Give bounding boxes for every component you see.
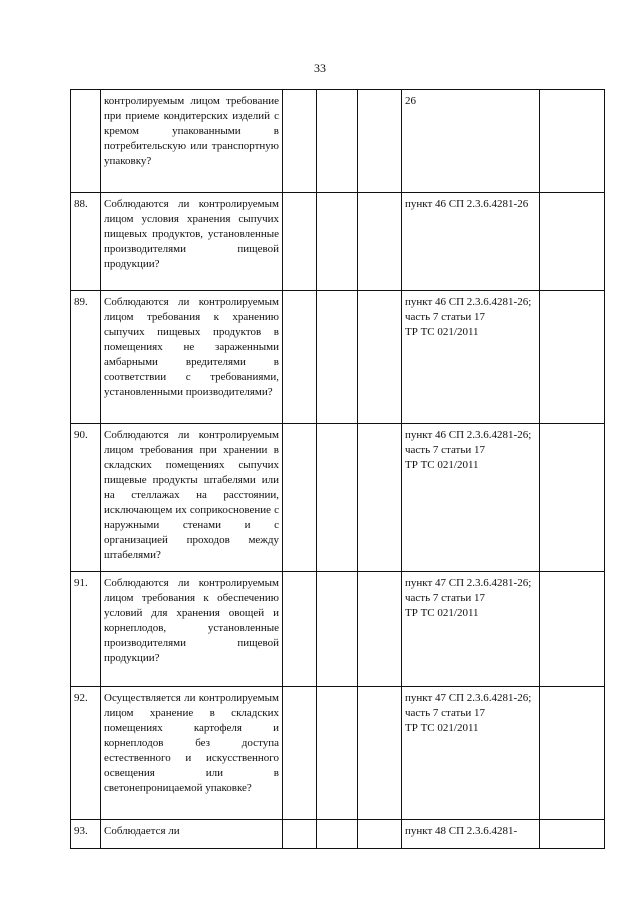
comment-cell xyxy=(540,291,605,424)
legal-reference: пункт 46 СП 2.3.6.4281-26; часть 7 статьи 17 ТР ТС 021/2011 xyxy=(402,424,540,572)
answer-cell-yes xyxy=(283,820,317,849)
answer-cell-na xyxy=(358,820,402,849)
answer-cell-no xyxy=(317,291,358,424)
answer-cell-no xyxy=(317,90,358,193)
requirement-question: Соблюдаются ли контролируемым лицом требования к обеспечению условий для хранения овощей и корнеплодов, установленные производителями пищевой продукции? xyxy=(101,572,283,687)
requirement-question: Соблюдается ли xyxy=(101,820,283,849)
checklist-body xyxy=(71,90,605,849)
row-number: 92. xyxy=(71,687,101,820)
row-number: 93. xyxy=(71,820,101,849)
row-number xyxy=(71,90,101,193)
answer-cell-na xyxy=(358,291,402,424)
row-number: 90. xyxy=(71,424,101,572)
answer-cell-no xyxy=(317,820,358,849)
answer-cell-no xyxy=(317,572,358,687)
requirement-question: контролируемым лицом требование при приеме кондитерских изделий с кремом упакованными в потребительскую или транспортную упаковку? xyxy=(101,90,283,193)
legal-reference: пункт 48 СП 2.3.6.4281- xyxy=(402,820,540,849)
answer-cell-no xyxy=(317,687,358,820)
table-row xyxy=(71,193,605,291)
answer-cell-yes xyxy=(283,687,317,820)
legal-reference: пункт 47 СП 2.3.6.4281-26; часть 7 статьи 17 ТР ТС 021/2011 xyxy=(402,687,540,820)
requirement-question: Осуществляется ли контролируемым лицом хранение в складских помещениях картофеля и корнеплодов без доступа естественного и искусственного освещения или в светонепроницаемой упаковке? xyxy=(101,687,283,820)
answer-cell-na xyxy=(358,193,402,291)
comment-cell xyxy=(540,424,605,572)
table-row xyxy=(71,90,605,193)
legal-reference: 26 xyxy=(402,90,540,193)
legal-reference: пункт 46 СП 2.3.6.4281-26; часть 7 статьи 17 ТР ТС 021/2011 xyxy=(402,291,540,424)
answer-cell-na xyxy=(358,572,402,687)
table-row xyxy=(71,291,605,424)
answer-cell-na xyxy=(358,687,402,820)
requirement-question: Соблюдаются ли контролируемым лицом условия хранения сыпучих пищевых продуктов, установленные производителями пищевой продукции? xyxy=(101,193,283,291)
table-row xyxy=(71,424,605,572)
table-row xyxy=(71,572,605,687)
requirement-question: Соблюдаются ли контролируемым лицом требования при хранении в складских помещениях сыпучих пищевые продукты штабелями или на стеллажах на расстоянии, исключающем их соприкосновение с наружными стенами и с организацией проходов между штабелями? xyxy=(101,424,283,572)
comment-cell xyxy=(540,90,605,193)
page-number: 33 xyxy=(314,61,326,75)
table-row xyxy=(71,820,605,849)
answer-cell-yes xyxy=(283,572,317,687)
comment-cell xyxy=(540,572,605,687)
answer-cell-na xyxy=(358,424,402,572)
row-number: 88. xyxy=(71,193,101,291)
answer-cell-na xyxy=(358,90,402,193)
comment-cell xyxy=(540,687,605,820)
checklist-table xyxy=(70,89,605,849)
answer-cell-no xyxy=(317,424,358,572)
table-row xyxy=(71,687,605,820)
comment-cell xyxy=(540,820,605,849)
row-number: 89. xyxy=(71,291,101,424)
legal-reference: пункт 47 СП 2.3.6.4281-26; часть 7 статьи 17 ТР ТС 021/2011 xyxy=(402,572,540,687)
row-number: 91. xyxy=(71,572,101,687)
answer-cell-yes xyxy=(283,90,317,193)
answer-cell-yes xyxy=(283,291,317,424)
answer-cell-yes xyxy=(283,424,317,572)
answer-cell-no xyxy=(317,193,358,291)
answer-cell-yes xyxy=(283,193,317,291)
comment-cell xyxy=(540,193,605,291)
requirement-question: Соблюдаются ли контролируемым лицом требования к хранению сыпучих пищевых продуктов в помещениях не зараженными амбарными вредителями в соответствии с требованиями, установленными производителями? xyxy=(101,291,283,424)
legal-reference: пункт 46 СП 2.3.6.4281-26 xyxy=(402,193,540,291)
